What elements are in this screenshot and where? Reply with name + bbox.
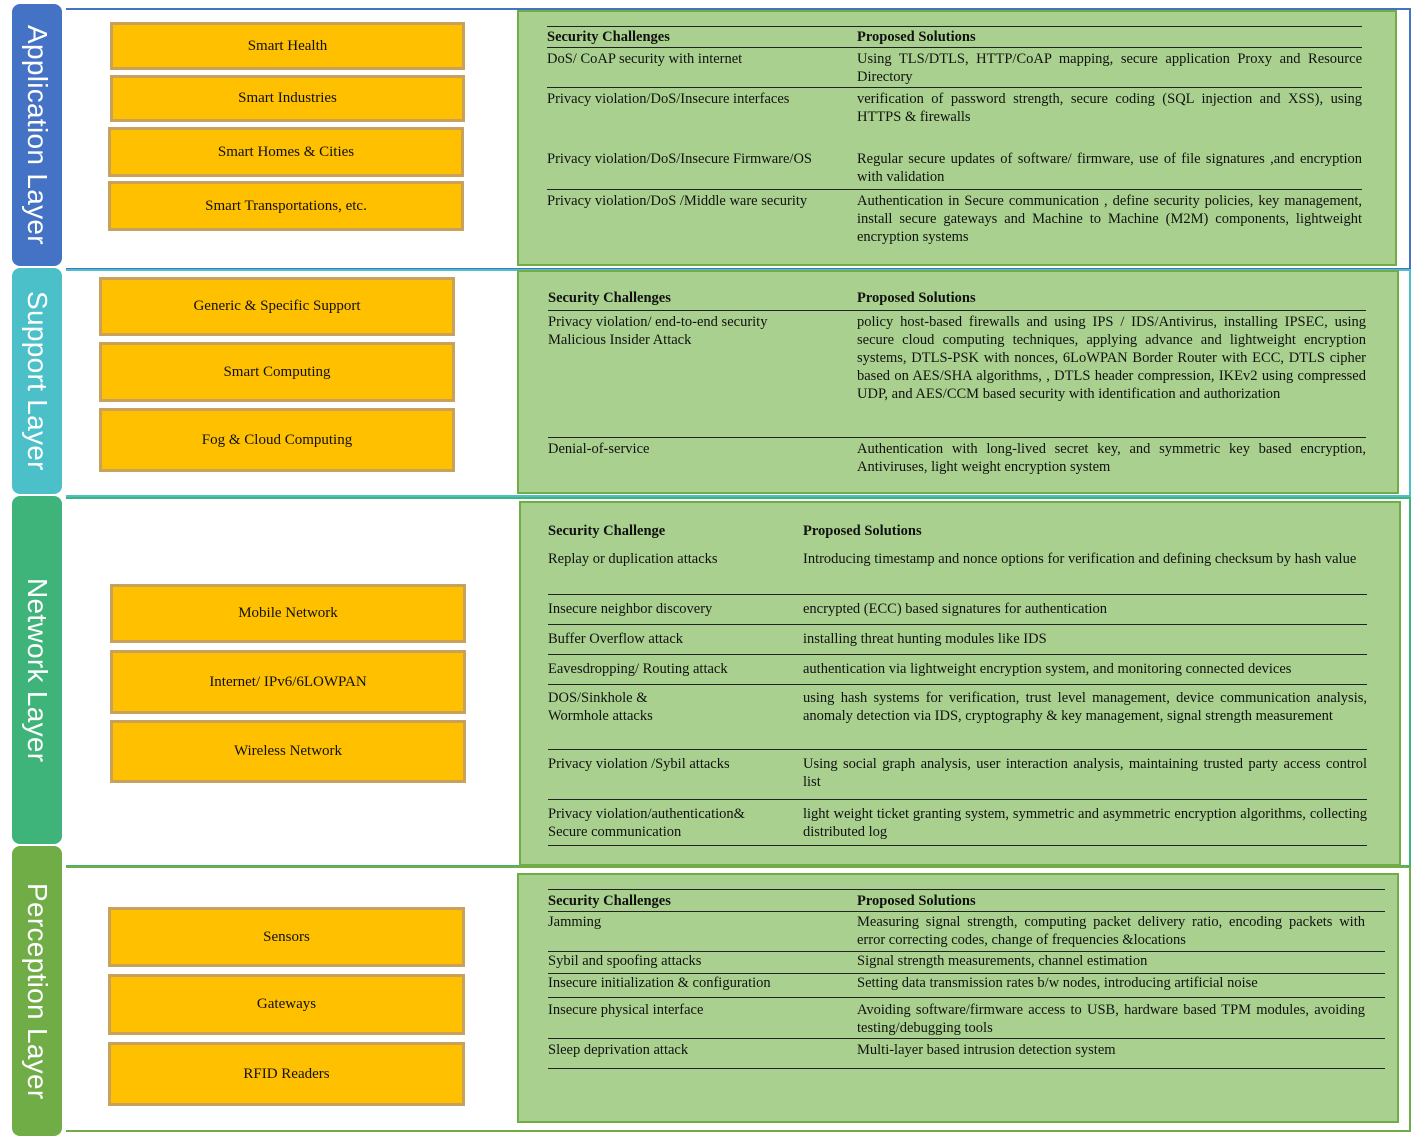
layer-title: Application Layer [22,25,53,245]
network-security-table: Security Challenge Proposed Solutions Replay or duplication attacks Introducing timestamp and nonce options for verification and defining checksum by hash value Insecure neighbor discovery encrypted (ECC) based signatures for authentication Buffer Overflow attack installing threat hunting modules like IDS Eavesdropping/ Routing attack authentication via lightweight encryption system, and monitoring connected devices DOS/Sinkhole & Wormhole attacks using hash systems for verification, trust level management, device communication analysis, anomaly detection via IDS, cryptography & key management, signal strength measurement Privacy violation /Sybil attacks Using social graph analysis, user interaction analysis, maintaining trusted party access control list Privacy violation/authentication& Secure communication light weight ticket granting system, symmetric and asymmetric encryption algorithms, collecting distributed log [548,520,1367,846]
component-box: Smart Health [110,22,465,70]
layer-title: Network Layer [22,577,53,763]
table-row: Sleep deprivation attack Multi-layer based intrusion detection system [548,1039,1385,1069]
component-box: Wireless Network [110,720,466,783]
component-box: Internet/ IPv6/6LOWPAN [110,650,466,714]
tab-application-layer [12,4,62,266]
table-row: Privacy violation/DoS /Middle ware security Authentication in Secure communication , define security policies, key management, install secure gateways and Machine to Machine (M2M) components, lightweight encryption systems [547,193,1362,245]
table-row: Eavesdropping/ Routing attack authentication via lightweight encryption system, and monitoring connected devices [548,655,1367,685]
table-row: Denial-of-service Authentication with long-lived secret key, and symmetric key based encryption, Antiviruses, light weight encryption system [548,441,1366,475]
table-row: Insecure physical interface Avoiding software/firmware access to USB, hardware based TPM modules, avoiding testing/debugging tools [548,998,1385,1039]
support-security-table: Security Challenges Proposed Solutions Privacy violation/ end-to-end security Malicious Insider Attack policy host-based firewalls and using IPS / IDS/Antivirus, installing IPSEC, using secure cloud computing techniques, applying advance and lightweight encryption systems, DTLS-PSK with nonces, 6LoWPAN Border Router with ECC, DTLS cipher based on AES/SHA algorithms, , DTLS header compression, IKEv2 using compressed UDP, and AES/CCM based security with identification and authorization Denial-of-service Authentication with long-lived secret key, and symmetric key based encryption, Antiviruses, light weight encryption system [548,287,1366,482]
table-row: Buffer Overflow attack installing threat hunting modules like IDS [548,625,1367,655]
table-row: Insecure initialization & configuration Setting data transmission rates b/w nodes, introducing artificial noise [548,974,1385,998]
table-row: Privacy violation/ end-to-end security Malicious Insider Attack policy host-based firewalls and using IPS / IDS/Antivirus, installing IPSEC, using secure cloud computing techniques, applying advance and lightweight encryption systems, DTLS-PSK with nonces, 6LoWPAN Border Router with ECC, DTLS cipher based on AES/SHA algorithms, , DTLS header compression, IKEv2 using compressed UDP, and AES/CCM based security with identification and authorization [548,311,1366,438]
component-box: Smart Transportations, etc. [108,181,464,231]
component-box: Smart Computing [99,342,455,402]
tab-network-layer [12,496,62,844]
component-box: Mobile Network [110,584,466,643]
table-row: Privacy violation /Sybil attacks Using social graph analysis, user interaction analysis, maintaining trusted party access control list [548,750,1367,800]
table-row: Insecure neighbor discovery encrypted (ECC) based signatures for authentication [548,595,1367,625]
component-box: Smart Homes & Cities [108,127,464,177]
component-box: Fog & Cloud Computing [99,408,455,472]
table-row: Privacy violation/DoS/Insecure Firmware/OS Regular secure updates of software/ firmware, use of file signatures ,and encryption with validation [547,148,1362,190]
perception-security-table: Security Challenges Proposed Solutions Jamming Measuring signal strength, computing packet delivery ratio, encoding packets with error correcting codes, change of frequencies &locations Sybil and spoofing attacks Signal strength measurements, channel estimation Insecure initialization & configuration Setting data transmission rates b/w nodes, introducing artificial noise Insecure physical interface Avoiding software/firmware access to USB, hardware based TPM modules, avoiding testing/debugging tools Sleep deprivation attack Multi-layer based intrusion detection system [548,889,1385,1069]
layer-title: Support Layer [22,291,53,471]
component-box: Generic & Specific Support [99,277,455,336]
table-row: Privacy violation/authentication& Secure communication light weight ticket granting system, symmetric and asymmetric encryption algorithms, collecting distributed log [548,800,1367,846]
component-box: Gateways [108,974,465,1035]
component-box: Sensors [108,907,465,967]
table-row: DOS/Sinkhole & Wormhole attacks using hash systems for verification, trust level management, device communication analysis, anomaly detection via IDS, cryptography & key management, signal strength measurement [548,685,1367,750]
table-row: Replay or duplication attacks Introducing timestamp and nonce options for verification and defining checksum by hash value [548,548,1367,595]
layer-title: Perception Layer [22,882,53,1100]
table-row: Sybil and spoofing attacks Signal strength measurements, channel estimation [548,952,1385,974]
tab-perception-layer [12,846,62,1136]
component-box: Smart Industries [110,75,465,122]
component-box: RFID Readers [108,1042,465,1106]
table-row: Jamming Measuring signal strength, computing packet delivery ratio, encoding packets with error correcting codes, change of frequencies &locations [548,912,1385,952]
tab-support-layer [12,268,62,494]
table-row: DoS/ CoAP security with internet Using TLS/DTLS, HTTP/CoAP mapping, secure application Proxy and Resource Directory [547,48,1362,88]
table-row: Privacy violation/DoS/Insecure interfaces verification of password strength, secure coding (SQL injection and XSS), using HTTPS & firewalls [547,91,1362,125]
application-security-table: Security Challenges Proposed Solutions DoS/ CoAP security with internet Using TLS/DTLS, HTTP/CoAP mapping, secure application Proxy and Resource Directory Privacy violation/DoS/Insecure interfaces verification of password strength, secure coding (SQL injection and XSS), using HTTPS & firewalls Privacy violation/DoS/Insecure Firmware/OS Regular secure updates of software/ firmware, use of file signatures ,and encryption with validation Privacy violation/DoS /Middle ware security Authentication in Secure communication , define security policies, key management, install secure gateways and Machine to Machine (M2M) components, lightweight encryption systems [547,26,1362,250]
